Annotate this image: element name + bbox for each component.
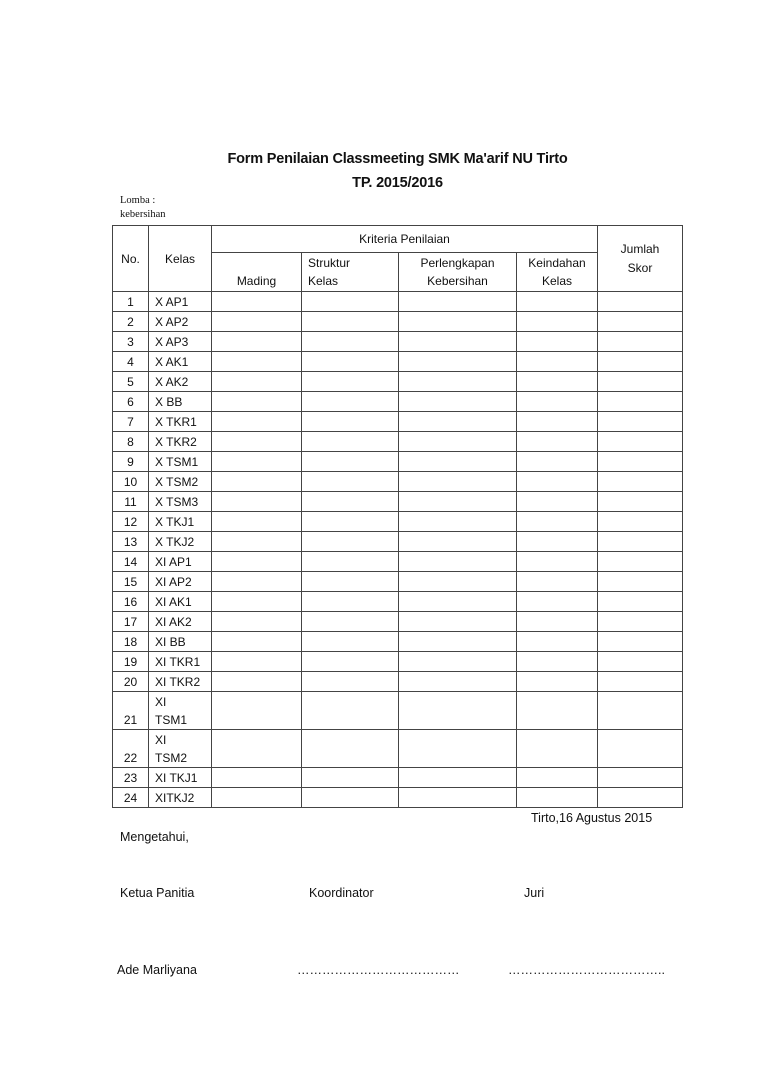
score-cell-jumlah-skor[interactable] — [598, 788, 683, 808]
score-cell-keindahan-kelas[interactable] — [517, 332, 598, 352]
score-cell-perlengkapan-kebersihan[interactable] — [399, 432, 517, 452]
row-no: 9 — [113, 452, 149, 472]
score-cell-mading[interactable] — [212, 472, 302, 492]
row-kelas — [149, 692, 212, 730]
score-cell-perlengkapan-kebersihan[interactable] — [399, 472, 517, 492]
table-row — [113, 632, 683, 652]
score-cell-mading[interactable] — [212, 612, 302, 632]
score-cell-keindahan-kelas[interactable] — [517, 672, 598, 692]
score-cell-keindahan-kelas[interactable] — [517, 412, 598, 432]
header-struktur-kelas — [302, 253, 399, 292]
score-cell-mading[interactable] — [212, 632, 302, 652]
score-cell-mading[interactable] — [212, 452, 302, 472]
row-no: 14 — [113, 552, 149, 572]
score-cell-keindahan-kelas[interactable] — [517, 788, 598, 808]
table-row — [113, 572, 683, 592]
score-cell-mading[interactable] — [212, 412, 302, 432]
score-cell-perlengkapan-kebersihan[interactable] — [399, 552, 517, 572]
row-no: 4 — [113, 352, 149, 372]
score-cell-mading[interactable] — [212, 372, 302, 392]
score-cell-mading[interactable] — [212, 788, 302, 808]
header-keindahan-line1: Keindahan — [528, 256, 586, 270]
row-kelas: X AP1 — [149, 292, 212, 312]
row-kelas: XI AK2 — [149, 612, 212, 632]
row-kelas: X TKJ1 — [149, 512, 212, 532]
score-cell-struktur-kelas[interactable] — [302, 572, 399, 592]
score-cell-struktur-kelas[interactable] — [302, 352, 399, 372]
score-cell-struktur-kelas[interactable] — [302, 788, 399, 808]
score-cell-jumlah-skor[interactable] — [598, 352, 683, 372]
row-no: 7 — [113, 412, 149, 432]
row-kelas: X AP2 — [149, 312, 212, 332]
header-jumlah-line2: Skor — [627, 260, 653, 275]
row-kelas: X TSM1 — [149, 452, 212, 472]
table-row — [113, 372, 683, 392]
table-row — [113, 452, 683, 472]
score-cell-keindahan-kelas[interactable] — [517, 652, 598, 672]
header-kriteria: Kriteria Penilaian — [212, 226, 598, 253]
score-cell-jumlah-skor[interactable] — [598, 372, 683, 392]
score-cell-keindahan-kelas[interactable] — [517, 292, 598, 312]
table-row — [113, 612, 683, 632]
table-row — [113, 692, 683, 730]
score-cell-mading[interactable] — [212, 392, 302, 412]
row-no: 1 — [113, 292, 149, 312]
header-jumlah-skor — [598, 226, 683, 292]
row-no: 5 — [113, 372, 149, 392]
score-cell-mading[interactable] — [212, 730, 302, 768]
score-cell-keindahan-kelas[interactable] — [517, 512, 598, 532]
row-kelas: XI BB — [149, 632, 212, 652]
score-cell-struktur-kelas[interactable] — [302, 552, 399, 572]
score-cell-keindahan-kelas[interactable] — [517, 552, 598, 572]
score-cell-mading[interactable] — [212, 532, 302, 552]
score-cell-mading[interactable] — [212, 552, 302, 572]
score-cell-perlengkapan-kebersihan[interactable] — [399, 452, 517, 472]
table-row — [113, 412, 683, 432]
score-cell-jumlah-skor[interactable] — [598, 592, 683, 612]
score-cell-perlengkapan-kebersihan[interactable] — [399, 292, 517, 312]
score-cell-keindahan-kelas[interactable] — [517, 472, 598, 492]
row-no: 2 — [113, 312, 149, 332]
score-cell-perlengkapan-kebersihan[interactable] — [399, 492, 517, 512]
score-cell-keindahan-kelas[interactable] — [517, 532, 598, 552]
name-ketua-panitia: Ade Marliyana — [117, 963, 197, 977]
row-kelas: X TSM2 — [149, 472, 212, 492]
score-cell-struktur-kelas[interactable] — [302, 392, 399, 412]
score-cell-struktur-kelas[interactable] — [302, 612, 399, 632]
score-cell-jumlah-skor[interactable] — [598, 612, 683, 632]
score-cell-jumlah-skor[interactable] — [598, 572, 683, 592]
row-kelas: X TKR2 — [149, 432, 212, 452]
score-cell-mading[interactable] — [212, 572, 302, 592]
score-cell-perlengkapan-kebersihan[interactable] — [399, 532, 517, 552]
row-kelas-line2: TSM2 — [155, 750, 188, 765]
score-cell-keindahan-kelas[interactable] — [517, 312, 598, 332]
score-cell-jumlah-skor[interactable] — [598, 632, 683, 652]
row-kelas: X AK1 — [149, 352, 212, 372]
table-row — [113, 472, 683, 492]
header-keindahan-kelas — [517, 253, 598, 292]
score-cell-struktur-kelas[interactable] — [302, 412, 399, 432]
row-kelas: XITKJ2 — [149, 788, 212, 808]
score-cell-struktur-kelas[interactable] — [302, 768, 399, 788]
header-jumlah-line1: Jumlah — [620, 241, 660, 256]
score-cell-mading[interactable] — [212, 652, 302, 672]
row-kelas: XI TKR2 — [149, 672, 212, 692]
row-no: 11 — [113, 492, 149, 512]
score-cell-jumlah-skor[interactable] — [598, 672, 683, 692]
score-cell-struktur-kelas[interactable] — [302, 292, 399, 312]
score-cell-mading[interactable] — [212, 672, 302, 692]
header-no: No. — [113, 226, 149, 292]
row-kelas: X AK2 — [149, 372, 212, 392]
table-row — [113, 552, 683, 572]
score-cell-jumlah-skor[interactable] — [598, 452, 683, 472]
score-cell-mading[interactable] — [212, 292, 302, 312]
table-row — [113, 332, 683, 352]
row-no: 15 — [113, 572, 149, 592]
score-cell-perlengkapan-kebersihan[interactable] — [399, 352, 517, 372]
row-kelas — [149, 730, 212, 768]
row-no: 17 — [113, 612, 149, 632]
score-cell-jumlah-skor[interactable] — [598, 432, 683, 452]
score-cell-keindahan-kelas[interactable] — [517, 352, 598, 372]
assessment-table — [112, 225, 683, 808]
score-cell-jumlah-skor[interactable] — [598, 512, 683, 532]
score-cell-struktur-kelas[interactable] — [302, 652, 399, 672]
table-row — [113, 532, 683, 552]
row-kelas: XI TKR1 — [149, 652, 212, 672]
score-cell-mading[interactable] — [212, 492, 302, 512]
row-kelas: X TSM3 — [149, 492, 212, 512]
score-cell-perlengkapan-kebersihan[interactable] — [399, 592, 517, 612]
header-perlengkapan-line2: Kebersihan — [427, 274, 488, 288]
score-cell-struktur-kelas[interactable] — [302, 692, 399, 730]
form-title: Form Penilaian Classmeeting SMK Ma'arif NU Tirto — [227, 151, 568, 167]
score-cell-perlengkapan-kebersihan[interactable] — [399, 652, 517, 672]
score-cell-mading[interactable] — [212, 332, 302, 352]
row-no: 24 — [113, 788, 149, 808]
row-no: 19 — [113, 652, 149, 672]
score-cell-jumlah-skor[interactable] — [598, 292, 683, 312]
score-cell-struktur-kelas[interactable] — [302, 432, 399, 452]
header-perlengkapan-line1: Perlengkapan — [420, 256, 495, 270]
score-cell-struktur-kelas[interactable] — [302, 672, 399, 692]
table-row — [113, 312, 683, 332]
row-no: 21 — [113, 692, 149, 730]
row-no: 12 — [113, 512, 149, 532]
row-no: 22 — [113, 730, 149, 768]
row-kelas: X TKJ2 — [149, 532, 212, 552]
role-ketua-panitia: Ketua Panitia — [120, 886, 195, 900]
score-cell-struktur-kelas[interactable] — [302, 592, 399, 612]
score-cell-mading[interactable] — [212, 768, 302, 788]
score-cell-jumlah-skor[interactable] — [598, 652, 683, 672]
row-kelas: X AP3 — [149, 332, 212, 352]
role-koordinator: Koordinator — [309, 886, 374, 900]
score-cell-keindahan-kelas[interactable] — [517, 372, 598, 392]
score-cell-jumlah-skor[interactable] — [598, 532, 683, 552]
signature-line-koordinator: ………………………………… — [297, 963, 460, 977]
row-no: 10 — [113, 472, 149, 492]
score-cell-perlengkapan-kebersihan[interactable] — [399, 672, 517, 692]
score-cell-keindahan-kelas[interactable] — [517, 612, 598, 632]
score-cell-keindahan-kelas[interactable] — [517, 730, 598, 768]
score-cell-jumlah-skor[interactable] — [598, 492, 683, 512]
table-row — [113, 768, 683, 788]
score-cell-keindahan-kelas[interactable] — [517, 692, 598, 730]
lomba-label: Lomba : — [120, 195, 156, 206]
score-cell-perlengkapan-kebersihan[interactable] — [399, 572, 517, 592]
table-row — [113, 492, 683, 512]
score-cell-perlengkapan-kebersihan[interactable] — [399, 512, 517, 532]
header-struktur-line2: Kelas — [308, 274, 339, 288]
score-cell-jumlah-skor[interactable] — [598, 412, 683, 432]
header-mading — [212, 253, 302, 292]
score-cell-perlengkapan-kebersihan[interactable] — [399, 612, 517, 632]
row-kelas-line1: XI — [155, 694, 167, 709]
score-cell-struktur-kelas[interactable] — [302, 492, 399, 512]
score-cell-perlengkapan-kebersihan[interactable] — [399, 312, 517, 332]
score-cell-keindahan-kelas[interactable] — [517, 432, 598, 452]
table-row — [113, 592, 683, 612]
score-cell-struktur-kelas[interactable] — [302, 512, 399, 532]
score-cell-struktur-kelas[interactable] — [302, 332, 399, 352]
table-row — [113, 392, 683, 412]
score-cell-struktur-kelas[interactable] — [302, 532, 399, 552]
header-mading-label: Mading — [236, 274, 277, 288]
score-cell-struktur-kelas[interactable] — [302, 372, 399, 392]
score-cell-keindahan-kelas[interactable] — [517, 592, 598, 612]
score-cell-jumlah-skor[interactable] — [598, 768, 683, 788]
lomba-value: kebersihan — [120, 209, 166, 220]
row-no: 16 — [113, 592, 149, 612]
header-kelas: Kelas — [149, 226, 212, 292]
row-kelas: XI AP2 — [149, 572, 212, 592]
score-cell-jumlah-skor[interactable] — [598, 392, 683, 412]
row-kelas-line1: XI — [155, 732, 167, 747]
score-cell-struktur-kelas[interactable] — [302, 730, 399, 768]
score-cell-mading[interactable] — [212, 352, 302, 372]
score-cell-keindahan-kelas[interactable] — [517, 392, 598, 412]
score-cell-struktur-kelas[interactable] — [302, 452, 399, 472]
row-no: 3 — [113, 332, 149, 352]
score-cell-perlengkapan-kebersihan[interactable] — [399, 632, 517, 652]
score-cell-perlengkapan-kebersihan[interactable] — [399, 372, 517, 392]
school-year: TP. 2015/2016 — [352, 175, 443, 191]
table-row — [113, 652, 683, 672]
row-kelas-line2: TSM1 — [155, 712, 188, 727]
table-row — [113, 672, 683, 692]
row-no: 6 — [113, 392, 149, 412]
score-cell-struktur-kelas[interactable] — [302, 632, 399, 652]
score-cell-keindahan-kelas[interactable] — [517, 632, 598, 652]
header-perlengkapan-kebersihan — [399, 253, 517, 292]
table-row — [113, 432, 683, 452]
score-cell-keindahan-kelas[interactable] — [517, 572, 598, 592]
row-no: 20 — [113, 672, 149, 692]
role-juri: Juri — [524, 886, 545, 900]
table-row — [113, 788, 683, 808]
row-kelas: XI TKJ1 — [149, 768, 212, 788]
score-cell-jumlah-skor[interactable] — [598, 472, 683, 492]
score-cell-perlengkapan-kebersihan[interactable] — [399, 730, 517, 768]
header-struktur-line1: Struktur — [308, 256, 351, 270]
table-row — [113, 292, 683, 312]
score-cell-mading[interactable] — [212, 512, 302, 532]
row-kelas: XI AK1 — [149, 592, 212, 612]
score-cell-keindahan-kelas[interactable] — [517, 768, 598, 788]
signature-line-juri: ……………………………….. — [508, 963, 665, 977]
score-cell-mading[interactable] — [212, 692, 302, 730]
score-cell-perlengkapan-kebersihan[interactable] — [399, 692, 517, 730]
table-row — [113, 512, 683, 532]
score-cell-struktur-kelas[interactable] — [302, 472, 399, 492]
score-cell-keindahan-kelas[interactable] — [517, 452, 598, 472]
score-cell-perlengkapan-kebersihan[interactable] — [399, 788, 517, 808]
score-cell-perlengkapan-kebersihan[interactable] — [399, 768, 517, 788]
row-no: 18 — [113, 632, 149, 652]
score-cell-mading[interactable] — [212, 592, 302, 612]
score-cell-perlengkapan-kebersihan[interactable] — [399, 392, 517, 412]
score-cell-perlengkapan-kebersihan[interactable] — [399, 412, 517, 432]
place-date: Tirto,16 Agustus 2015 — [531, 811, 653, 825]
score-cell-jumlah-skor[interactable] — [598, 332, 683, 352]
row-kelas: X TKR1 — [149, 412, 212, 432]
score-cell-jumlah-skor[interactable] — [598, 552, 683, 572]
score-cell-jumlah-skor[interactable] — [598, 692, 683, 730]
row-kelas: XI AP1 — [149, 552, 212, 572]
score-cell-mading[interactable] — [212, 312, 302, 332]
row-no: 23 — [113, 768, 149, 788]
mengetahui-label: Mengetahui, — [120, 830, 189, 844]
row-no: 8 — [113, 432, 149, 452]
score-cell-keindahan-kelas[interactable] — [517, 492, 598, 512]
score-cell-perlengkapan-kebersihan[interactable] — [399, 332, 517, 352]
header-keindahan-line2: Kelas — [541, 274, 573, 288]
table-row — [113, 352, 683, 372]
score-cell-struktur-kelas[interactable] — [302, 312, 399, 332]
score-cell-mading[interactable] — [212, 432, 302, 452]
table-row — [113, 730, 683, 768]
score-cell-jumlah-skor[interactable] — [598, 730, 683, 768]
row-no: 13 — [113, 532, 149, 552]
score-cell-jumlah-skor[interactable] — [598, 312, 683, 332]
row-kelas: X BB — [149, 392, 212, 412]
